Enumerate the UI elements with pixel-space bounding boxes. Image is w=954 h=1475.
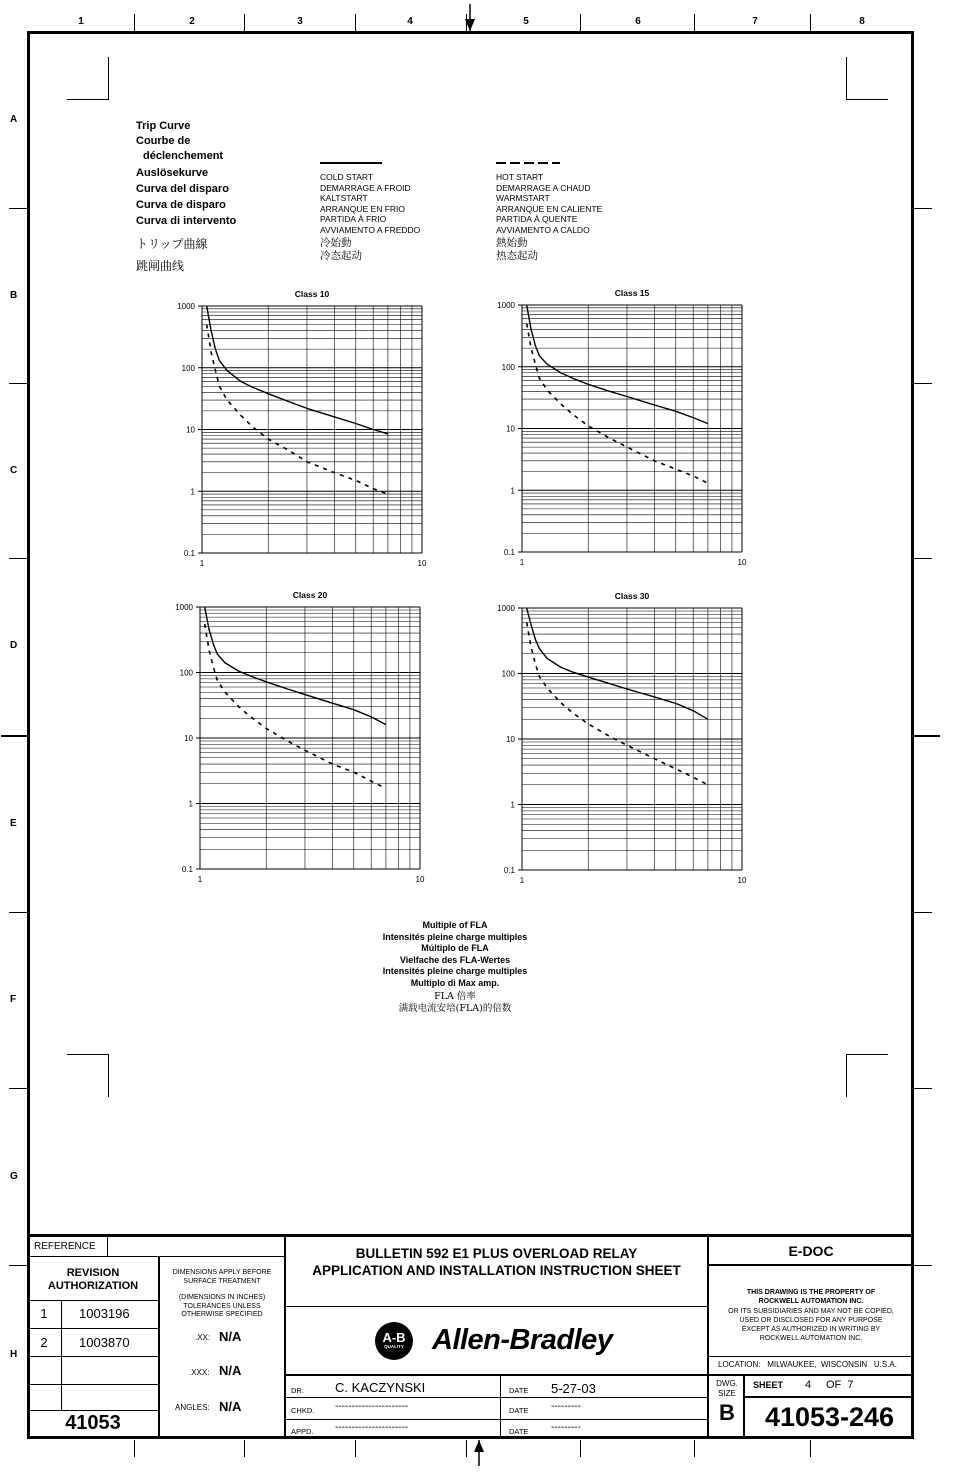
x-tick-label: 10: [737, 876, 747, 885]
hot-start-curve: [527, 324, 708, 484]
hot-line-0: HOT START: [496, 172, 544, 182]
checked-label: CHKD.: [291, 1406, 315, 1415]
zone-row-B: B: [10, 290, 18, 301]
chart-title: Class 15: [614, 288, 650, 298]
zone-column-4: 4: [407, 16, 413, 27]
hot-line-2: WARMSTART: [496, 193, 550, 203]
chart-class-10: [170, 288, 440, 573]
chart-class-15: [490, 287, 760, 572]
row-tick-left: [9, 1088, 27, 1089]
hot-cjk-0: 熱始動: [496, 237, 528, 249]
drawing-number: 41053-246: [764, 1402, 895, 1432]
date-drawn: 5-27-03: [551, 1381, 596, 1396]
document-title-line-1: BULLETIN 592 E1 PLUS OVERLOAD RELAY: [355, 1246, 638, 1261]
dwg-size: B: [719, 1400, 735, 1425]
tol-xxx-label: .XXX:: [189, 1368, 210, 1377]
hot-line-3: ARRANQUE EN CALIENTE: [496, 203, 603, 214]
legend-title-de: Auslösekurve: [136, 167, 209, 179]
cold-line-2: KALTSTART: [320, 193, 368, 203]
column-tick-bottom: [244, 1440, 245, 1457]
x-axis-label-de: Vielfache des FLA-Wertes: [399, 954, 511, 965]
property-note-3: USED OR DISCLOSED FOR ANY PURPOSE: [739, 1316, 883, 1324]
legend-cold-start: [320, 152, 420, 263]
column-tick-top: [244, 14, 245, 31]
y-tick-label: 1: [510, 800, 515, 810]
column-tick-top: [355, 14, 356, 31]
row-tick-right: [914, 1265, 932, 1266]
document-title: [285, 1245, 708, 1279]
x-tick-label: 10: [417, 559, 427, 568]
x-tick-label: 10: [737, 558, 747, 567]
document-title-line-2: APPLICATION AND INSTALLATION INSTRUCTION SHEET: [312, 1263, 681, 1278]
dashed-line-swatch: [496, 161, 560, 165]
date-checked: ---------: [551, 1401, 581, 1412]
column-tick-top: [580, 14, 581, 31]
angles-label: ANGLES:: [175, 1403, 210, 1412]
column-tick-bottom: [355, 1440, 356, 1457]
chart-svg: [168, 589, 438, 889]
zone-row-D: D: [10, 640, 18, 651]
dims-note-3: (DIMENSIONS IN INCHES): [178, 1294, 266, 1301]
dwg-size-label-1: DWG.: [716, 1379, 738, 1388]
legend-title-en: Trip Curve: [136, 120, 191, 132]
cold-start-curve: [527, 305, 708, 424]
zone-row-C: C: [10, 465, 18, 476]
x-axis-label-fr-2: Intensités pleine charge multiples: [382, 966, 528, 976]
column-tick-bottom: [466, 1440, 467, 1457]
y-tick-label: 10: [506, 424, 515, 434]
logo-mark-text: A-B: [382, 1330, 406, 1345]
column-tick-top: [694, 14, 695, 31]
approved-by: ----------------------: [335, 1422, 409, 1433]
y-tick-label: 1: [190, 487, 195, 497]
x-axis-label-es: Múltiplo de FLA: [421, 943, 489, 953]
legend-title-es: Curva del disparo: [136, 183, 229, 195]
revision-label-line-1: REVISION: [66, 1267, 120, 1279]
crop-mark-bottom-right: [846, 1054, 888, 1097]
legend-title-it: Curva di intervento: [136, 215, 237, 227]
y-tick-label: 0.1: [503, 548, 515, 557]
y-tick-label: 1: [510, 486, 515, 496]
row-tick-left: [9, 558, 27, 559]
property-note-4: EXCEPT AS AUTHORIZED IN WRITING BY: [741, 1326, 881, 1334]
chart-title: Class 30: [614, 591, 650, 601]
zone-row-A: A: [10, 114, 18, 125]
part-number: 41053: [65, 1412, 121, 1434]
legend-title-ja: トリップ曲線: [136, 237, 208, 251]
y-tick-label: 1000: [177, 302, 195, 311]
logo-quality-text: QUALITY: [384, 1344, 404, 1349]
property-note-1: ROCKWELL AUTOMATION INC.: [758, 1298, 864, 1306]
reference-label: REFERENCE: [34, 1241, 96, 1252]
sheet-number: 4: [805, 1379, 812, 1391]
chart-class-30: [490, 590, 760, 890]
solid-line-swatch: [320, 161, 384, 165]
x-tick-label: 1: [199, 559, 205, 568]
zone-column-5: 5: [523, 16, 529, 27]
dwg-size-label: [710, 1379, 744, 1399]
center-arrow-bottom: [471, 1440, 487, 1468]
column-tick-bottom: [580, 1440, 581, 1457]
cold-cjk-1: 冷态起动: [320, 250, 362, 262]
property-note-2: OR ITS SUBSIDIARIES AND MAY NOT BE COPIED,: [728, 1307, 894, 1315]
edoc-label: E-DOC: [788, 1243, 834, 1259]
row-tick-left: [9, 1265, 27, 1266]
tol-xx-label: .XX:: [195, 1333, 211, 1342]
drawn-label: DR.: [291, 1386, 304, 1395]
x-tick-label: 1: [197, 875, 203, 884]
zone-column-7: 7: [752, 16, 758, 27]
hot-start-curve: [527, 623, 708, 785]
cold-start-curve: [527, 608, 708, 719]
column-tick-top: [810, 14, 811, 31]
legend-title-fr-1: Courbe de: [136, 135, 191, 147]
checked-by: ----------------------: [335, 1401, 409, 1412]
row-tick-left: [9, 912, 27, 913]
zone-column-8: 8: [859, 16, 865, 27]
hot-line-1: DEMARRAGE A CHAUD: [496, 182, 591, 193]
y-tick-label: 100: [501, 669, 515, 679]
dimensions-note: [160, 1269, 284, 1320]
sheet-total: OF 7: [826, 1379, 854, 1391]
row-tick-right: [914, 383, 932, 384]
x-tick-label: 1: [519, 876, 525, 885]
hot-start-curve: [205, 624, 386, 788]
tol-xx-value: N/A: [219, 1329, 242, 1344]
legend-title-pt: Curva de disparo: [136, 199, 226, 211]
location: LOCATION: MILWAUKEE, WISCONSIN U.S.A.: [718, 1360, 897, 1369]
dims-note-1: SURFACE TREATMENT: [183, 1277, 261, 1285]
row-tick-right: [914, 912, 932, 913]
zone-row-E: E: [10, 818, 17, 829]
zone-column-6: 6: [635, 16, 641, 27]
y-tick-label: 100: [179, 668, 193, 678]
cold-line-5: AVVIAMENTO A FREDDO: [320, 224, 421, 235]
x-axis-label-zh: 满载电流安培(FLA)的倍数: [398, 1003, 512, 1014]
y-tick-label: 1: [188, 799, 193, 809]
property-note-5: ROCKWELL AUTOMATION INC.: [759, 1335, 863, 1343]
cold-start-curve: [207, 306, 388, 434]
cold-line-3: ARRANQUE EN FRIO: [320, 203, 406, 214]
zone-row-H: H: [10, 1349, 18, 1360]
column-tick-bottom: [810, 1440, 811, 1457]
property-note: [708, 1288, 914, 1344]
chart-svg: [490, 590, 760, 890]
legend-title-fr-2: déclenchement: [143, 150, 224, 162]
column-tick-top: [134, 14, 135, 31]
row-tick-left: [9, 383, 27, 384]
x-tick-label: 1: [519, 558, 525, 567]
dwg-size-label-2: SIZE: [718, 1389, 736, 1398]
column-tick-bottom: [134, 1440, 135, 1457]
cold-line-4: PARTIDA À FRIO: [320, 214, 387, 224]
cold-cjk-0: 冷始動: [320, 237, 352, 249]
tol-xxx-value: N/A: [219, 1363, 242, 1378]
revision-1-number: 1: [40, 1306, 48, 1321]
y-tick-label: 1000: [175, 603, 193, 612]
center-arrow-top: [462, 4, 478, 32]
hot-line-5: AVVIAMENTO A CALDO: [496, 224, 590, 235]
y-tick-label: 1000: [497, 604, 515, 613]
chart-class-20: [168, 589, 438, 889]
x-axis-label-ja: FLA 倍率: [434, 991, 476, 1002]
revision-label-line-2: AUTHORIZATION: [47, 1280, 139, 1292]
date-label-drawn: DATE: [509, 1386, 529, 1395]
legend-title-zh: 跳闸曲线: [136, 259, 185, 273]
x-axis-label-en: Multiple of FLA: [422, 920, 488, 930]
y-tick-label: 0.1: [503, 866, 515, 875]
y-tick-label: 100: [181, 363, 195, 373]
title-block: [27, 1234, 914, 1439]
row-tick-right: [914, 1088, 932, 1089]
date-label-approved: DATE: [509, 1427, 529, 1436]
revision-authorization-label: [27, 1267, 159, 1293]
zone-row-G: G: [10, 1171, 18, 1182]
row-tick-right: [914, 208, 932, 209]
cold-line-1: DEMARRAGE A FROID: [320, 182, 411, 193]
y-tick-label: 100: [501, 362, 515, 372]
brand-name: Allen-Bradley: [432, 1324, 613, 1356]
property-note-0: THIS DRAWING IS THE PROPERTY OF: [746, 1289, 876, 1296]
y-tick-label: 10: [184, 734, 193, 743]
chart-title: Class 10: [294, 289, 330, 299]
column-tick-bottom: [694, 1440, 695, 1457]
drawn-by: C. KACZYNSKI: [335, 1380, 426, 1395]
legend-hot-start: [496, 152, 602, 263]
date-label-checked: DATE: [509, 1406, 529, 1415]
x-axis-label-it: Multiplo di Max amp.: [410, 977, 500, 988]
x-axis-label-fr: Intensités pleine charge multiples: [382, 931, 528, 942]
cold-line-0: COLD START: [320, 172, 374, 182]
row-tick-left: [1, 735, 27, 737]
revision-1-code: 1003196: [79, 1306, 130, 1321]
row-tick-left: [9, 208, 27, 209]
allen-bradley-logo-icon: [375, 1322, 413, 1360]
y-tick-label: 10: [186, 425, 195, 435]
dims-note-5: OTHERWISE SPECIFIED: [181, 1311, 263, 1318]
x-tick-label: 10: [415, 875, 425, 884]
dims-note-0: DIMENSIONS APPLY BEFORE: [172, 1269, 272, 1276]
zone-row-F: F: [10, 994, 17, 1005]
y-tick-label: 10: [506, 735, 515, 744]
y-tick-label: 0.1: [181, 865, 193, 874]
zone-column-3: 3: [297, 16, 303, 27]
revision-2-code: 1003870: [79, 1335, 130, 1350]
row-tick-right: [914, 558, 932, 559]
approved-label: APPD.: [291, 1427, 314, 1436]
crop-mark-top-right: [846, 57, 888, 100]
row-tick-right: [914, 735, 940, 737]
sheet-label: SHEET: [753, 1380, 784, 1390]
x-axis-label: [300, 920, 610, 1015]
revision-2-number: 2: [40, 1335, 48, 1350]
date-approved: ---------: [551, 1422, 581, 1433]
angles-value: N/A: [219, 1399, 242, 1414]
legend-titles: [136, 119, 236, 277]
y-tick-label: 0.1: [183, 549, 195, 558]
dims-note-spacer: [160, 1286, 284, 1294]
zone-column-1: 1: [78, 16, 84, 27]
y-tick-label: 1000: [497, 301, 515, 310]
crop-mark-top-left: [67, 57, 109, 100]
zone-column-2: 2: [189, 16, 195, 27]
chart-title: Class 20: [292, 590, 328, 600]
chart-svg: [170, 288, 440, 573]
crop-mark-bottom-left: [67, 1054, 109, 1097]
hot-cjk-1: 热态起动: [496, 250, 538, 262]
dims-note-4: TOLERANCES UNLESS: [183, 1302, 261, 1310]
chart-svg: [490, 287, 760, 572]
hot-start-curve: [207, 325, 388, 495]
hot-line-4: PARTIDA À QUENTE: [496, 214, 578, 224]
